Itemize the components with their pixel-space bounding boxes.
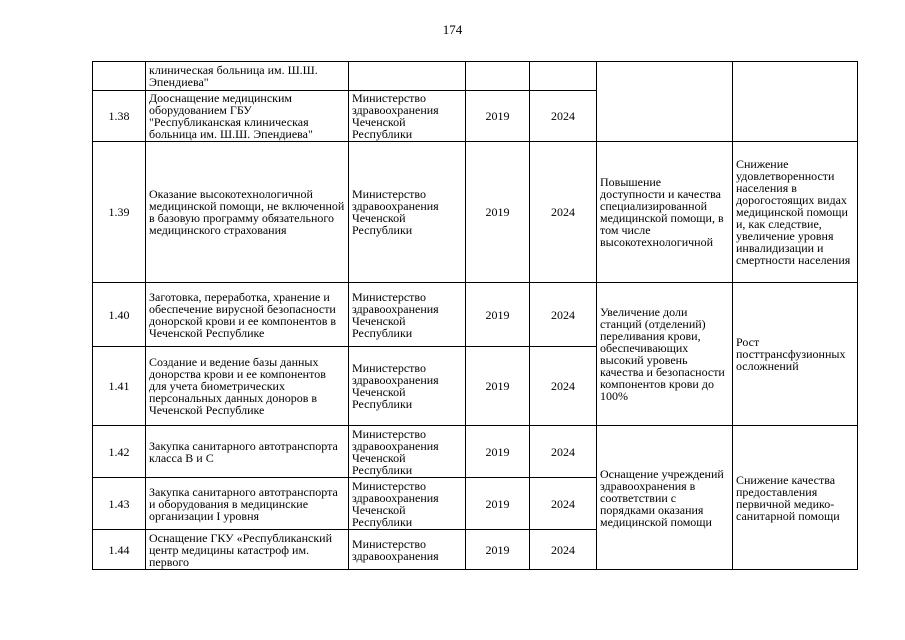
responsible-org: Министерство здравоохранения Чеченской Республики <box>349 478 466 530</box>
consequence: Снижение качества предоставления первичной медико-санитарной помощи <box>733 426 858 570</box>
start-year: 2019 <box>466 142 530 283</box>
responsible-org: Министерство здравоохранения Чеченской Республики <box>349 91 466 142</box>
end-year: 2024 <box>530 530 597 570</box>
row-number <box>93 62 146 91</box>
activity-name: Заготовка, переработка, хранение и обеспечение вирусной безопасности донорской крови и ее компонентов в Чеченской Республике <box>146 283 349 347</box>
expected-result: Оснащение учреждений здравоохранения в соответствии с порядками оказания медицинской помощи <box>597 426 733 570</box>
expected-result: Повышение доступности и качества специализированной медицинской помощи, в том числе высокотехнологичной <box>597 142 733 283</box>
table-row <box>93 283 858 347</box>
expected-result <box>597 62 733 142</box>
table-row <box>93 426 858 478</box>
row-number: 1.38 <box>93 91 146 142</box>
start-year: 2019 <box>466 347 530 426</box>
responsible-org: Министерство здравоохранения Чеченской Республики <box>349 426 466 478</box>
start-year: 2019 <box>466 530 530 570</box>
row-number: 1.42 <box>93 426 146 478</box>
activity-name: клиническая больница им. Ш.Ш. Эпендиева" <box>146 62 349 91</box>
activity-name: Закупка санитарного автотранспорта класса В и С <box>146 426 349 478</box>
activity-name: Оснащение ГКУ «Республиканский центр медицины катастроф им. первого <box>146 530 349 570</box>
end-year: 2024 <box>530 347 597 426</box>
table-row <box>93 142 858 283</box>
page-number: 174 <box>442 22 463 37</box>
expected-result: Увеличение доли станций (отделений) переливания крови, обеспечивающих высокий уровень качества и безопасности компонентов крови до 100% <box>597 283 733 426</box>
responsible-org: Министерство здравоохранения Чеченской Республики <box>349 283 466 347</box>
consequence: Рост посттрансфузионных осложнений <box>733 283 858 426</box>
activity-name: Создание и ведение базы данных донорства крови и ее компонентов для учета биометрических персональных данных доноров в Чеченской Республике <box>146 347 349 426</box>
activity-name: Оказание высокотехнологичной медицинской помощи, не включенной в базовую программу обязательного медицинского страхования <box>146 142 349 283</box>
end-year <box>530 62 597 91</box>
row-number: 1.44 <box>93 530 146 570</box>
consequence: Снижение удовлетворенности населения в дорогостоящих видах медицинской помощи и, как следствие, увеличение уровня инвалидизации и смертности населения <box>733 142 858 283</box>
responsible-org: Министерство здравоохранения Чеченской Республики <box>349 142 466 283</box>
row-number: 1.40 <box>93 283 146 347</box>
table-row <box>93 62 858 91</box>
end-year: 2024 <box>530 142 597 283</box>
end-year: 2024 <box>530 426 597 478</box>
responsible-org: Министерство здравоохранения Чеченской Республики <box>349 347 466 426</box>
start-year: 2019 <box>466 283 530 347</box>
activity-name: Дооснащение медицинским оборудованием ГБУ "Республиканская клиническая больница им. Ш.Ш. Эпендиева" <box>146 91 349 142</box>
start-year: 2019 <box>466 91 530 142</box>
responsible-org <box>349 62 466 91</box>
start-year: 2019 <box>466 426 530 478</box>
end-year: 2024 <box>530 478 597 530</box>
row-number: 1.39 <box>93 142 146 283</box>
end-year: 2024 <box>530 91 597 142</box>
row-number: 1.43 <box>93 478 146 530</box>
consequence <box>733 62 858 142</box>
end-year: 2024 <box>530 283 597 347</box>
activity-name: Закупка санитарного автотранспорта и оборудования в медицинские организации I уровня <box>146 478 349 530</box>
row-number: 1.41 <box>93 347 146 426</box>
responsible-org: Министерство здравоохранения <box>349 530 466 570</box>
start-year: 2019 <box>466 478 530 530</box>
start-year <box>466 62 530 91</box>
program-activities-table <box>92 61 858 570</box>
